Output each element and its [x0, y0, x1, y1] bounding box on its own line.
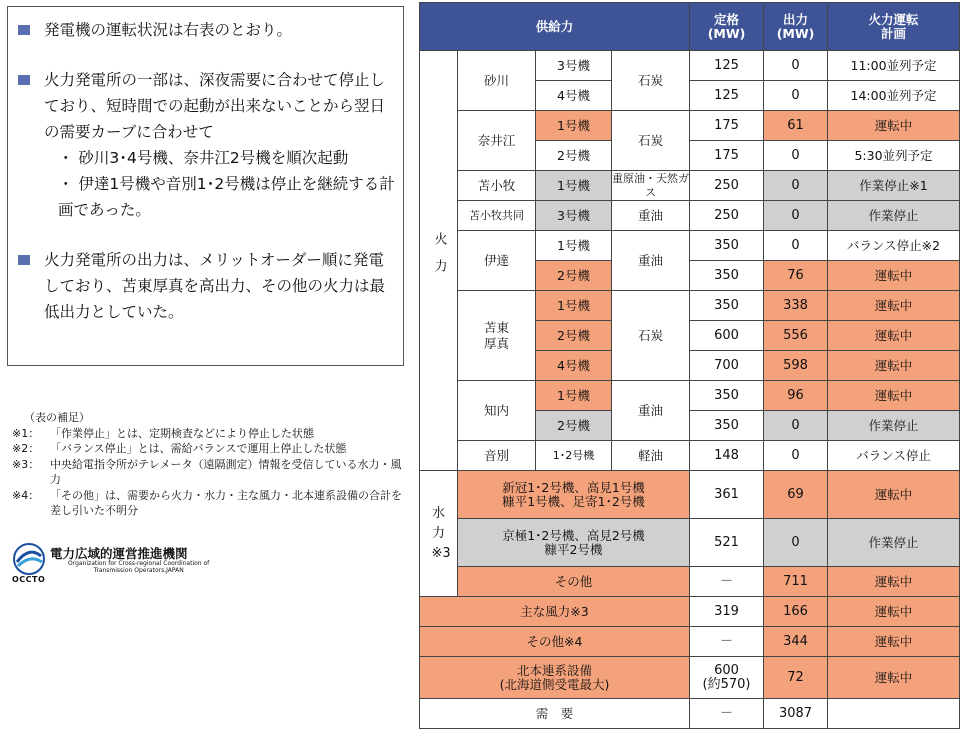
note-item [12, 488, 402, 519]
status-summary-box [7, 6, 404, 366]
plan-cell: 運転中 [828, 567, 960, 597]
plan-cell: 運転中 [828, 381, 960, 411]
rated-cell: － [690, 567, 764, 597]
header-output: 出力 (MW) [764, 3, 828, 51]
table-row [420, 657, 960, 699]
hydro-group: 新冠1･2号機、高見1号機 糠平1号機、足寄1･2号機 [458, 471, 690, 519]
unit-name: 2号機 [536, 261, 612, 291]
output-cell: 344 [764, 627, 828, 657]
header-supply: 供給力 [420, 3, 690, 51]
plan-cell: 11:00並列予定 [828, 51, 960, 81]
rated-cell: 350 [690, 381, 764, 411]
hvdc-label: 北本連系設備 (北海道側受電最大) [420, 657, 690, 699]
plan-cell: 作業停止 [828, 519, 960, 567]
table-row [420, 597, 960, 627]
output-cell: 0 [764, 141, 828, 171]
plan-cell: 運転中 [828, 597, 960, 627]
fuel-type: 重油 [612, 231, 690, 291]
rated-cell: 600 (約570) [690, 657, 764, 699]
bullet-text: 火力発電所の一部は、深夜需要に合わせて停止しており、短時間での起動が出来ないことから翌日の需要カーブに合わせて [44, 71, 386, 141]
table-header-row [420, 3, 960, 51]
table-row [420, 291, 960, 321]
unit-name: 2号機 [536, 321, 612, 351]
unit-name: 1号機 [536, 111, 612, 141]
fuel-type: 重油 [612, 201, 690, 231]
header-rated: 定格 (MW) [690, 3, 764, 51]
output-cell: 72 [764, 657, 828, 699]
note-key: ※2： [12, 442, 40, 455]
output-cell: 0 [764, 171, 828, 201]
rated-cell: 361 [690, 471, 764, 519]
table-row [420, 567, 960, 597]
plant-name: 砂川 [458, 51, 536, 111]
plan-cell: 運転中 [828, 261, 960, 291]
plan-cell: 運転中 [828, 657, 960, 699]
fuel-type: 重原油・天然ガス [612, 171, 689, 199]
occto-logo-icon [12, 542, 46, 576]
output-cell: 61 [764, 111, 828, 141]
plan-cell: 運転中 [828, 111, 960, 141]
note-key: ※1： [12, 426, 40, 440]
rated-cell: 600 [690, 321, 764, 351]
rated-cell: 125 [690, 51, 764, 81]
table-row [420, 441, 960, 471]
plan-cell: 14:00並列予定 [828, 81, 960, 111]
output-cell: 96 [764, 381, 828, 411]
unit-name: 4号機 [536, 351, 612, 381]
plan-cell: 作業停止 [828, 411, 960, 441]
plan-cell: 作業停止※1 [828, 171, 960, 201]
hydro-group: その他 [458, 567, 690, 597]
output-cell: 3087 [764, 699, 828, 729]
rated-cell: 319 [690, 597, 764, 627]
square-bullet-icon [18, 25, 30, 35]
plan-cell: バランス停止※2 [828, 231, 960, 261]
bullet-subline: ・ 砂川3･4号機、奈井江2号機を順次起動 [58, 149, 349, 167]
rated-cell: 350 [690, 291, 764, 321]
output-cell: 0 [764, 519, 828, 567]
note-item [12, 457, 402, 488]
logo-name-en: Organization for Cross-regional Coordination of Transmission Operators,JAPAN [68, 560, 210, 574]
output-cell: 0 [764, 411, 828, 441]
plan-cell: 運転中 [828, 321, 960, 351]
note-item [12, 441, 402, 457]
output-cell: 76 [764, 261, 828, 291]
unit-name: 3号機 [536, 201, 612, 231]
plan-cell: 運転中 [828, 471, 960, 519]
plant-name: 伊達 [458, 231, 536, 291]
fuel-type: 石炭 [612, 51, 690, 111]
demand-label: 需 要 [420, 699, 690, 729]
rated-cell: 148 [690, 441, 764, 471]
output-cell: 0 [764, 201, 828, 231]
output-cell: 338 [764, 291, 828, 321]
table-row [420, 381, 960, 411]
rated-cell: － [690, 699, 764, 729]
logo-name-jp: 電力広域的運営推進機関 [50, 546, 188, 561]
plant-name: 苫小牧共同 [458, 201, 536, 231]
plan-cell: 運転中 [828, 351, 960, 381]
table-row [420, 699, 960, 729]
bullet-text: 火力発電所の出力は、メリットオーダー順に発電しており、苫東厚真を高出力、その他の火力は最低出力としていた。 [44, 251, 386, 321]
plan-cell: 作業停止 [828, 201, 960, 231]
table-notes [12, 410, 402, 519]
output-cell: 166 [764, 597, 828, 627]
plant-name: 奈井江 [458, 111, 536, 171]
rated-cell: 175 [690, 141, 764, 171]
unit-name: 1号機 [536, 291, 612, 321]
note-key: ※3： [12, 457, 40, 471]
output-cell: 0 [764, 81, 828, 111]
bullet-item [16, 17, 395, 43]
plant-name: 音別 [458, 441, 536, 471]
square-bullet-icon [18, 75, 30, 85]
table-row [420, 627, 960, 657]
output-cell: 0 [764, 51, 828, 81]
unit-name: 2号機 [536, 141, 612, 171]
output-cell: 556 [764, 321, 828, 351]
output-cell: 0 [764, 231, 828, 261]
logo-abbr: OCCTO [12, 575, 46, 584]
bullet-subline: ・ 伊達1号機や音別1･2号機は停止を継続する計画であった。 [58, 175, 395, 219]
rated-cell: 125 [690, 81, 764, 111]
output-cell: 598 [764, 351, 828, 381]
plan-cell: バランス停止 [828, 441, 960, 471]
rated-cell: 350 [690, 231, 764, 261]
rated-cell: 700 [690, 351, 764, 381]
plan-cell: 運転中 [828, 627, 960, 657]
hydro-group: 京極1･2号機、高見2号機 糠平2号機 [458, 519, 690, 567]
note-item [12, 426, 402, 442]
occto-logo [10, 542, 250, 588]
table-row [420, 111, 960, 141]
rated-cell: 250 [690, 201, 764, 231]
notes-title: （表の補足） [24, 411, 90, 424]
unit-name: 1号機 [536, 381, 612, 411]
bullet-item [16, 67, 395, 223]
output-cell: 0 [764, 441, 828, 471]
rated-cell: 350 [690, 261, 764, 291]
output-cell: 711 [764, 567, 828, 597]
fuel-type: 石炭 [612, 111, 690, 171]
rated-cell: 175 [690, 111, 764, 141]
table-row [420, 201, 960, 231]
fuel-type: 石炭 [612, 291, 690, 381]
bullet-item [16, 247, 395, 325]
unit-name: 3号機 [536, 51, 612, 81]
plant-name: 苫東厚真 [458, 291, 536, 381]
table-row [420, 519, 960, 567]
category-thermal: 火力 [420, 51, 458, 471]
unit-name: 2号機 [536, 411, 612, 441]
note-text: 「作業停止」とは、定期検査などにより停止した状態 [50, 426, 314, 440]
bullet-text: 発電機の運転状況は右表のとおり。 [44, 21, 293, 39]
note-text: 「その他」は、需要から火力・水力・主な風力・北本連系設備の合計を差し引いた不明分 [50, 488, 402, 517]
supply-status-table [419, 2, 960, 729]
rated-cell: 521 [690, 519, 764, 567]
fuel-type: 重油 [612, 381, 690, 441]
plan-cell: 5:30並列予定 [828, 141, 960, 171]
table-row [420, 231, 960, 261]
table-row [420, 171, 960, 201]
output-cell: 69 [764, 471, 828, 519]
unit-name: 1号機 [536, 231, 612, 261]
note-key: ※4： [12, 488, 40, 502]
plant-name: 苫小牧 [458, 171, 536, 201]
rated-cell: － [690, 627, 764, 657]
category-hydro: 水力※3 [420, 471, 458, 597]
note-text: 「バランス停止」とは、需給バランスで運用上停止した状態 [50, 442, 347, 455]
table-row [420, 51, 960, 81]
plan-cell [828, 699, 960, 729]
unit-name: 1号機 [536, 171, 612, 201]
note-text: 中央給電指令所がテレメータ（遠隔測定）情報を受信している水力・風力 [50, 457, 402, 486]
unit-name: 4号機 [536, 81, 612, 111]
rated-cell: 350 [690, 411, 764, 441]
rated-cell: 250 [690, 171, 764, 201]
square-bullet-icon [18, 255, 30, 265]
fuel-type: 軽油 [612, 441, 690, 471]
header-plan: 火力運転 計画 [828, 3, 960, 51]
plant-name: 知内 [458, 381, 536, 441]
other-label: その他※4 [420, 627, 690, 657]
table-row [420, 471, 960, 519]
wind-label: 主な風力※3 [420, 597, 690, 627]
unit-name: 1･2号機 [536, 441, 612, 471]
plan-cell: 運転中 [828, 291, 960, 321]
